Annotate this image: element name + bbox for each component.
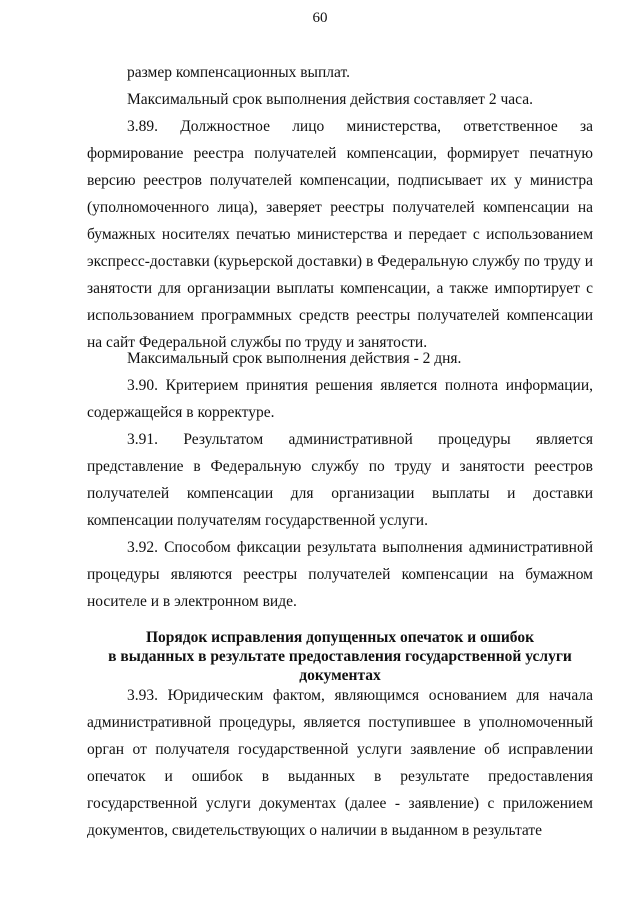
paragraph-deadline-days: Максимальный срок выполнения действия - 2 дня. (127, 350, 462, 367)
section-heading-line-1: Порядок исправления допущенных опечаток и ошибок (145, 629, 535, 646)
page-number: 60 (312, 10, 328, 26)
paragraph-3-91: 3.91. Результатом административной процедуры является представление в Федеральную службу по труду и занятости реестров получателей компенсации для организации выплаты и доставки компенсации получателям государственной услуги. (87, 431, 593, 529)
section-heading-line-2: в выданных в результате предоставления государственной услуги (108, 648, 572, 665)
paragraph-3-92: 3.92. Способом фиксации результата выполнения административной процедуры являются реестры получателей компенсации на бумажном носителе и в электронном виде. (87, 539, 593, 610)
paragraph-deadline-hours: Максимальный срок выполнения действия составляет 2 часа. (127, 91, 533, 108)
paragraph-3-89: 3.89. Должностное лицо министерства, ответственное за формирование реестра получателей компенсации, формирует печатную версию реестров получателей компенсации, подписывает их у министра (уполномоченного лица), заверяет реестры получателей компенсации на бумажных носителях печатью министерства и передает с использованием экспресс-доставки (курьерской доставки) в Федеральную службу по труду и занятости для организации выплаты компенсации, а также импортирует с использованием программных средств реестры получателей компенсации на сайт Федеральной службы по труду и занятости. (87, 118, 593, 351)
paragraph-continuation: размер компенсационных выплат. (127, 64, 350, 81)
section-heading-line-3: документах (299, 667, 381, 684)
paragraph-3-90: 3.90. Критерием принятия решения является полнота информации, содержащейся в корректуре. (87, 377, 593, 421)
paragraph-3-93: 3.93. Юридическим фактом, являющимся основанием для начала административной процедуры, является поступившее в уполномоченный орган от получателя государственной услуги заявление об исправлении опечаток и ошибок в выданных в результате предоставления государственной услуги документах (далее - заявление) с приложением документов, свидетельствующих о наличии в выданном в результате (87, 687, 593, 839)
section-heading (87, 628, 593, 685)
